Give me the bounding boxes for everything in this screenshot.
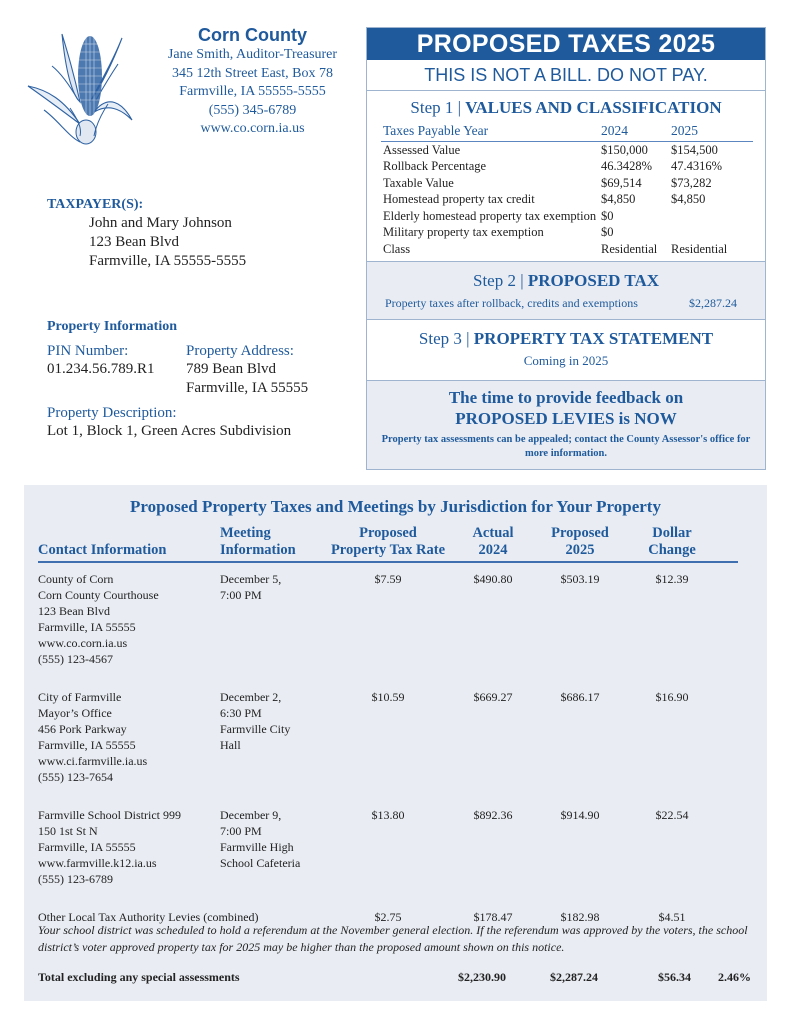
total-proposed: $2,287.24 — [550, 970, 598, 984]
taxpayer-name: John and Mary Johnson — [89, 215, 232, 231]
county-phone: (555) 345-6789 — [208, 102, 297, 118]
contact-line: www.farmville.k12.ia.us — [38, 856, 157, 870]
step3-subtitle: Coming in 2025 — [523, 353, 609, 368]
actual-2024: $178.47 — [473, 910, 513, 924]
step3-title — [367, 328, 765, 350]
meeting-info — [220, 807, 320, 871]
property-description-label: Property Description: — [47, 405, 177, 421]
value-2024: $0 — [601, 208, 614, 223]
county-website[interactable]: www.co.corn.ia.us — [200, 121, 305, 136]
contact-line: (555) 123-7654 — [38, 770, 113, 784]
county-address-line2: Farmville, IA 55555-5555 — [179, 84, 326, 99]
contact-info — [38, 571, 218, 667]
step1-heading: VALUES AND CLASSIFICATION — [465, 98, 722, 117]
contact-line: Mayor’s Office — [38, 706, 112, 720]
dollar-change: $12.39 — [655, 572, 689, 586]
banner-title: PROPOSED TAXES 2025 — [367, 28, 765, 60]
meeting-line: December 2, — [220, 690, 282, 704]
meeting-line: Farmville City — [220, 722, 291, 736]
values-table-row — [381, 208, 753, 225]
property-information — [47, 318, 347, 439]
taxpayer-block — [47, 196, 246, 271]
jurisdiction-table-header — [38, 525, 738, 563]
property-address-line2: Farmville, IA 55555 — [186, 379, 309, 396]
taxpayer-address-line2: Farmville, IA 55555-5555 — [89, 253, 247, 269]
pin-section — [47, 342, 155, 379]
proposed-2025: $503.19 — [560, 572, 600, 586]
actual-2024: $892.36 — [473, 808, 513, 822]
value-2024: 46.3428% — [601, 159, 653, 173]
proposed-taxes-panel — [366, 27, 766, 470]
value-2025: 47.4316% — [671, 159, 723, 173]
contact-line[interactable]: (555) 123-6789 — [38, 872, 113, 886]
proposed-rate: $7.59 — [374, 572, 402, 586]
header-actual-2024: Actual 2024 — [472, 525, 514, 558]
meeting-line: 7:00 PM — [220, 824, 262, 838]
value-label: Elderly homestead property tax exemption — [383, 208, 597, 223]
values-table-row — [381, 175, 753, 192]
dollar-change: $16.90 — [655, 690, 689, 704]
property-description-section — [47, 404, 367, 441]
feedback-line1: The time to provide feedback on — [448, 388, 684, 407]
values-table-header — [381, 123, 753, 141]
county-address-line1: 345 12th Street East, Box 78 — [172, 65, 333, 81]
value-2025: Residential — [671, 241, 728, 256]
proposed-tax-row — [367, 292, 765, 311]
pin-label: PIN Number: — [47, 343, 129, 359]
referendum-footnote: Your school district was scheduled to hold a referendum at the November general election. If the referendum was approved by the voters, the school district’s voter approved property tax for 2025 may be higher than the proposed amount shown on this notice. — [38, 923, 748, 954]
feedback-notice — [367, 381, 765, 469]
contact-line: Farmville, IA 55555 — [38, 620, 136, 634]
total-change: $56.34 — [658, 970, 691, 984]
meeting-line: Hall — [220, 738, 241, 752]
dollar-change: $4.51 — [658, 910, 686, 924]
meeting-line: School Cafeteria — [220, 856, 301, 870]
total-percent: 2.46% — [718, 970, 751, 984]
value-2025: $154,500 — [671, 142, 718, 157]
value-label: Rollback Percentage — [383, 159, 487, 173]
meeting-line: December 5, — [220, 572, 282, 586]
contact-line: Farmville, IA 55555 — [38, 738, 136, 752]
header-proposed-rate: Proposed Property Tax Rate — [330, 525, 446, 558]
step1-prefix: Step 1 | — [410, 98, 466, 117]
meeting-info — [220, 571, 320, 603]
contact-line: City of Farmville — [38, 690, 122, 704]
col-2024: 2024 — [601, 123, 671, 141]
contact-line: County of Corn — [38, 572, 114, 586]
values-table-row — [381, 224, 753, 241]
proposed-2025: $914.90 — [560, 808, 600, 822]
value-2024: $0 — [601, 225, 614, 239]
actual-2024: $669.27 — [473, 690, 513, 704]
property-address-section — [186, 342, 308, 397]
taxpayer-address-line1: 123 Bean Blvd — [89, 234, 179, 250]
contact-line[interactable]: www.ci.farmville.ia.us — [38, 754, 148, 768]
county-name: Corn County — [198, 25, 307, 45]
header-meeting-information: Meeting Information — [220, 525, 296, 558]
proposed-2025: $686.17 — [560, 690, 600, 704]
step2-heading: PROPOSED TAX — [527, 271, 660, 290]
step2-prefix: Step 2 | — [472, 271, 528, 290]
pin-value: 01.234.56.789.R1 — [47, 361, 155, 377]
values-table-row — [381, 158, 753, 175]
jurisdiction-section — [24, 485, 767, 1001]
contact-info — [38, 807, 218, 887]
value-2024: $4,850 — [601, 192, 636, 206]
header-proposed-2025: Proposed 2025 — [551, 525, 609, 558]
taxpayer-heading: TAXPAYER(S): — [47, 197, 144, 212]
col-2025: 2025 — [671, 123, 753, 141]
step3-heading: PROPERTY TAX STATEMENT — [473, 329, 714, 348]
value-2025: $73,282 — [671, 175, 712, 190]
proposed-tax-value: $2,287.24 — [689, 296, 737, 310]
contact-line: Farmville School District 999 — [38, 808, 181, 822]
county-official: Jane Smith, Auditor-Treasurer — [167, 47, 338, 62]
meeting-line: December 9, — [220, 808, 282, 822]
contact-line: 150 1st St N — [38, 824, 98, 838]
dollar-change: $22.54 — [655, 808, 689, 822]
jurisdiction-table — [38, 525, 738, 927]
value-label: Homestead property tax credit — [383, 192, 535, 206]
proposed-rate: $13.80 — [371, 808, 405, 822]
step1-values-classification — [367, 91, 765, 262]
values-table — [381, 123, 753, 257]
not-a-bill-notice: THIS IS NOT A BILL. DO NOT PAY. — [367, 60, 765, 91]
step3-property-tax-statement — [367, 320, 765, 381]
meeting-info — [220, 689, 320, 753]
meeting-line: Farmville High — [220, 840, 294, 854]
step2-proposed-tax — [367, 262, 765, 320]
jurisdiction-row — [38, 571, 738, 675]
values-table-row — [381, 241, 753, 258]
appeal-note: Property tax assessments can be appealed; contact the County Assessor's office for more information. — [381, 434, 751, 459]
proposed-rate: $2.75 — [374, 910, 402, 924]
meeting-line: 6:30 PM — [220, 706, 262, 720]
value-2024: Residential — [601, 241, 658, 256]
contact-line[interactable]: www.co.corn.ia.us — [38, 636, 128, 650]
value-2025 — [671, 208, 753, 225]
contact-line: 123 Bean Blvd — [38, 604, 110, 618]
values-table-row — [381, 191, 753, 208]
contact-line: Farmville, IA 55555 — [38, 840, 136, 854]
total-actual: $2,230.90 — [458, 970, 506, 984]
jurisdiction-row — [38, 807, 738, 895]
contact-line: 456 Pork Parkway — [38, 722, 127, 736]
total-label: Total excluding any special assessments — [38, 970, 240, 984]
proposed-rate: $10.59 — [371, 690, 405, 704]
value-2024: $69,514 — [601, 175, 642, 190]
contact-line: Corn County Courthouse — [38, 588, 159, 602]
value-2025 — [671, 224, 753, 241]
meeting-line: 7:00 PM — [220, 588, 262, 602]
contact-line: (555) 123-4567 — [38, 652, 113, 666]
header-dollar-change: Dollar Change — [648, 525, 696, 558]
step1-title — [367, 97, 765, 119]
proposed-2025: $182.98 — [560, 910, 600, 924]
corn-cob-icon — [22, 24, 140, 152]
property-info-heading: Property Information — [47, 319, 177, 334]
other-levies-label: Other Local Tax Authority Levies (combined) — [38, 910, 259, 924]
value-label: Class — [383, 241, 411, 256]
county-header — [140, 24, 365, 139]
contact-info — [38, 689, 218, 785]
proposed-tax-label: Property taxes after rollback, credits and exemptions — [385, 296, 638, 310]
jurisdiction-rows — [38, 571, 738, 927]
col-taxes-payable-year: Taxes Payable Year — [381, 123, 601, 141]
value-2024: $150,000 — [601, 142, 648, 157]
jurisdiction-row — [38, 689, 738, 793]
value-label: Assessed Value — [383, 142, 461, 157]
feedback-line2: PROPOSED LEVIES is NOW — [455, 409, 677, 428]
jurisdiction-title: Proposed Property Taxes and Meetings by Jurisdiction for Your Property — [130, 497, 661, 516]
property-description-value: Lot 1, Block 1, Green Acres Subdivision — [47, 423, 292, 439]
values-table-row — [381, 141, 753, 158]
value-label: Taxable Value — [383, 175, 454, 190]
property-address-line1: 789 Bean Blvd — [186, 361, 276, 377]
step2-title — [367, 270, 765, 292]
actual-2024: $490.80 — [473, 572, 513, 586]
property-address-label: Property Address: — [186, 343, 294, 359]
header-contact-information: Contact Information — [38, 542, 167, 558]
value-2025: $4,850 — [671, 192, 706, 206]
step3-prefix: Step 3 | — [418, 329, 474, 348]
value-label: Military property tax exemption — [383, 225, 544, 239]
